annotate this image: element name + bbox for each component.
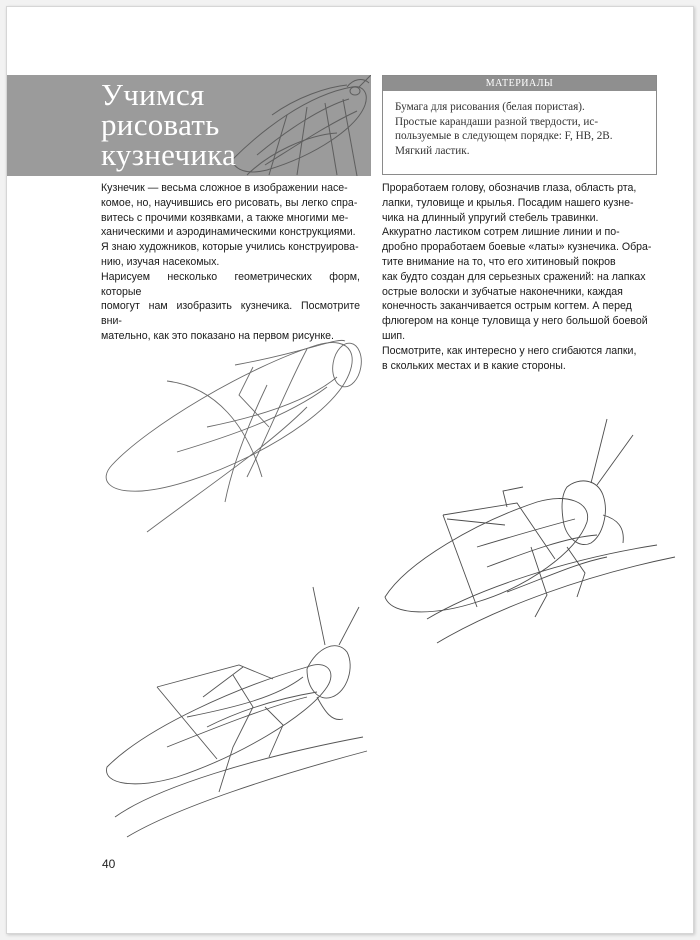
text-line: дробно проработаем боевые «латы» кузнечика. Обра- (382, 241, 652, 254)
materials-line: Бумага для рисования (белая пористая). (395, 101, 585, 113)
title-line-1: Учимся (101, 77, 205, 112)
text-line: комое, но, научившись его рисовать, вы легко спра- (101, 196, 358, 209)
text-line: лапки, туловище и крылья. Посадим нашего кузне- (382, 196, 634, 209)
text-line: нию, изучая насекомых. (101, 255, 220, 268)
sketch-step-3 (385, 419, 675, 643)
text-line: помогут нам изобразить кузнечика. Посмотрите вни- (101, 300, 360, 328)
sketches-layer (7, 7, 693, 933)
materials-line: Мягкий ластик. (395, 144, 470, 157)
sketch-step-1 (106, 340, 364, 532)
text-line: острые волоски и зубчатые наконечники, каждая (382, 285, 623, 298)
text-line: ханическими и аэродинамическими конструкциями. (101, 226, 356, 239)
text-line: Я знаю художников, которые учились конструирова- (101, 241, 359, 254)
text-line: витесь с прочими козявками, а также многими ме- (101, 211, 349, 224)
text-line: чика на длинный упругий стебель травинки. (382, 211, 599, 224)
text-line: Посмотрите, как интересно у него сгибаются лапки, (382, 344, 637, 357)
text-line: мательно, как это показано на первом рисунке. (101, 329, 334, 342)
text-line: Аккуратно ластиком сотрем лишние линии и по- (382, 226, 620, 239)
book-page (6, 6, 694, 934)
title-line-3: кузнечика (101, 137, 237, 172)
materials-header: МАТЕРИАЛЫ (383, 76, 656, 91)
text-line: флюгером на конце туловища у него большой боевой (382, 315, 648, 328)
page-number: 40 (102, 857, 116, 871)
text-line: конечность заканчивается острым когтем. А перед (382, 300, 632, 313)
text-line: Кузнечик — весьма сложное в изображении насе- (101, 182, 348, 194)
text-line: в скольких местах и в какие стороны. (382, 359, 566, 372)
materials-line: пользуемые в следующем порядке: F, HB, 2B. (395, 130, 613, 143)
text-line: как будто создан для серьезных сражений: на лапках (382, 270, 646, 283)
sketch-step-2 (107, 587, 367, 837)
text-line: шип. (382, 329, 406, 342)
text-line: Нарисуем несколько геометрических форм, которые (101, 270, 360, 298)
text-line: тите внимание на то, что его хитиновый покров (382, 255, 616, 268)
text-line: Проработаем голову, обозначив глаза, область рта, (382, 182, 637, 194)
title-line-2: рисовать (101, 107, 220, 142)
materials-line: Простые карандаши разной твердости, ис- (395, 115, 599, 128)
